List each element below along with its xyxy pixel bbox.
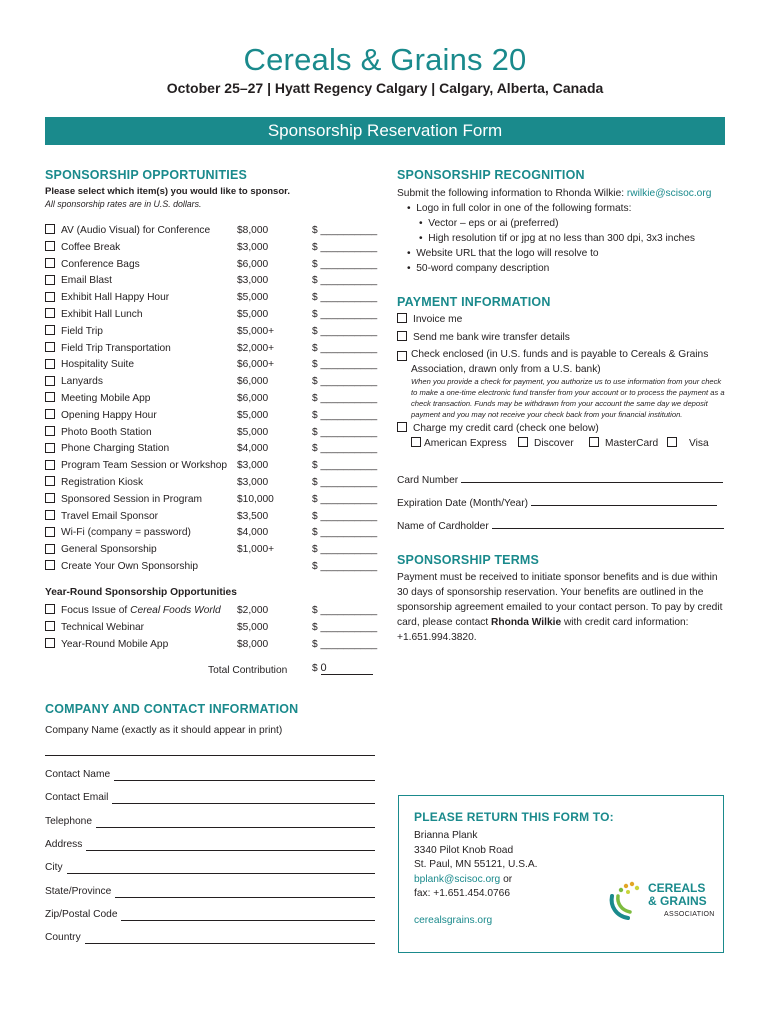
sponsorship-item-name: Field Trip: [61, 325, 103, 337]
total-contribution-value: 0: [320, 662, 327, 674]
sponsorship-item-checkbox[interactable]: [45, 392, 55, 402]
sponsorship-item-price: $3,500: [237, 510, 269, 522]
sponsorship-item-name: Exhibit Hall Lunch: [61, 309, 143, 320]
year-round-item-name: Technical Webinar: [61, 621, 145, 633]
sponsorship-item-name: Program Team Session or Workshop: [61, 460, 228, 472]
card-number-field[interactable]: Card Number: [397, 472, 723, 486]
sponsorship-item-name: Exhibit Hall Happy Hour: [61, 292, 170, 304]
sponsorship-item-price: $5,000: [237, 309, 269, 320]
sponsorship-item-checkbox[interactable]: [45, 510, 55, 520]
cardholder-field[interactable]: Name of Cardholder: [397, 518, 724, 532]
check-checkbox[interactable]: [397, 351, 407, 361]
contact-field[interactable]: [45, 909, 375, 921]
page-title: Cereals & Grains 20: [243, 42, 527, 77]
sponsorship-item: [45, 475, 378, 491]
sponsorship-item-amount[interactable]: $ __________: [312, 225, 378, 236]
sponsorship-item-amount[interactable]: $ __________: [312, 275, 378, 287]
sponsorship-item-amount[interactable]: $ __________: [312, 309, 378, 320]
sponsorship-item-checkbox[interactable]: [45, 493, 55, 503]
sponsorship-item-price: $6,000: [237, 393, 269, 404]
sponsorship-item-price: $10,000: [237, 493, 274, 505]
return-fax: fax: +1.651.454.0766: [414, 888, 511, 899]
sponsorship-item-checkbox[interactable]: [45, 258, 55, 268]
sponsorship-item-name: Hospitality Suite: [61, 359, 135, 371]
sponsorship-item-price: $3,000: [237, 460, 269, 472]
sponsorship-item-name: Create Your Own Sponsorship: [61, 561, 199, 572]
contact-field-label: Telephone: [45, 815, 93, 827]
bullet-vector: • Vector – eps or ai (preferred): [419, 218, 559, 229]
sponsorship-item: [45, 542, 378, 558]
company-heading: COMPANY AND CONTACT INFORMATION: [45, 702, 299, 716]
sponsorship-item-price: $3,000: [237, 241, 269, 253]
logo-text-association: ASSOCIATION: [664, 911, 715, 918]
sponsorship-item: [45, 374, 378, 390]
sponsorship-item-checkbox[interactable]: [45, 426, 55, 436]
sponsorship-item: [45, 391, 378, 407]
sponsorship-item-checkbox[interactable]: [45, 275, 55, 285]
sponsorship-item: [45, 458, 378, 474]
sponsorship-item: [45, 408, 378, 424]
invoice-checkbox[interactable]: [397, 313, 407, 323]
sponsorship-item-amount[interactable]: $ __________: [312, 561, 378, 572]
recognition-intro: Submit the following information to Rhonda Wilkie:: [397, 188, 627, 199]
card-amex[interactable]: American Express: [411, 436, 507, 451]
sponsorship-item: [45, 324, 378, 340]
event-details: October 25–27 | Hyatt Regency Calgary | Calgary, Alberta, Canada: [166, 80, 604, 96]
return-heading: PLEASE RETURN THIS FORM TO:: [414, 810, 614, 824]
expiration-field[interactable]: Expiration Date (Month/Year): [397, 495, 717, 509]
sponsorship-item: [45, 257, 378, 273]
contact-field-label: Country: [45, 932, 81, 944]
sponsorship-item-checkbox[interactable]: [45, 527, 55, 537]
sponsorship-item: [45, 357, 378, 373]
year-round-item-checkbox[interactable]: [45, 604, 55, 614]
sponsorship-item: [45, 559, 378, 575]
sponsorship-item-checkbox[interactable]: [45, 476, 55, 486]
sponsorship-item-price: $5,000+: [237, 325, 275, 337]
sponsorship-item-checkbox[interactable]: [45, 359, 55, 369]
sponsorship-item-checkbox[interactable]: [45, 409, 55, 419]
year-round-item: [45, 637, 378, 653]
sponsorship-item-price: $3,000: [237, 477, 269, 488]
sponsorship-item: [45, 273, 378, 289]
year-round-item-amount[interactable]: $ __________: [312, 605, 378, 616]
year-round-item-price: $2,000: [237, 605, 269, 616]
sponsorship-item-name: General Sponsorship: [61, 544, 157, 556]
sponsorship-item-amount[interactable]: $ __________: [312, 510, 378, 522]
return-name: Brianna Plank: [414, 830, 478, 841]
return-street: 3340 Pilot Knob Road: [414, 844, 514, 856]
wire-checkbox[interactable]: [397, 331, 407, 341]
form-banner: Sponsorship Reservation Form: [45, 117, 725, 145]
website-link[interactable]: cerealsgrains.org: [414, 915, 493, 926]
year-round-item-name: Focus Issue of Cereal Foods World: [61, 605, 221, 616]
cereals-grains-logo: [606, 878, 718, 926]
sponsorship-item-amount[interactable]: $ __________: [312, 258, 378, 270]
logo-text-cereals: CEREALS: [648, 881, 706, 895]
sponsorship-item-checkbox[interactable]: [45, 544, 55, 554]
contact-field-label: State/Province: [45, 885, 112, 897]
sponsorship-item: [45, 223, 378, 239]
sponsorship-item-price: $5,000: [237, 292, 269, 304]
terms-contact-name: Rhonda Wilkie: [491, 617, 562, 628]
sponsorship-item-price: $1,000+: [237, 544, 275, 556]
bullet-logo: • Logo in full color in one of the following formats:: [407, 203, 632, 214]
sponsorship-item-checkbox[interactable]: [45, 241, 55, 251]
sponsorship-item-amount[interactable]: $ __________: [312, 359, 378, 371]
sponsorship-item-amount[interactable]: $ __________: [312, 409, 378, 421]
sponsorship-item-amount[interactable]: $ __________: [312, 443, 378, 455]
sponsorship-item-amount[interactable]: $ __________: [312, 460, 378, 472]
sponsorship-item-price: $6,000+: [237, 359, 275, 371]
total-contribution-label: Total Contribution: [208, 665, 288, 676]
sponsorship-item-amount[interactable]: $ __________: [312, 544, 378, 556]
sponsorship-item-amount[interactable]: $ __________: [312, 342, 378, 354]
sponsorship-item-price: $4,000: [237, 527, 269, 539]
year-round-item-price: $5,000: [237, 621, 269, 633]
sponsorship-item-name: Field Trip Transportation: [61, 342, 171, 354]
sponsorship-item-name: Meeting Mobile App: [61, 393, 151, 404]
card-visa[interactable]: Visa: [667, 436, 709, 451]
card-discover[interactable]: Discover: [518, 436, 574, 451]
credit-card-checkbox[interactable]: [397, 422, 407, 432]
year-round-item-name: Year-Round Mobile App: [61, 638, 169, 650]
sponsorship-item-checkbox[interactable]: [45, 224, 55, 234]
sponsorship-item-price: $8,000: [237, 225, 269, 236]
sponsorship-item: [45, 307, 378, 323]
contact-field-label: Contact Email: [45, 792, 109, 804]
sponsorship-item-price: $5,000: [237, 426, 269, 438]
credit-card-option[interactable]: Charge my credit card (check one below): [397, 421, 599, 436]
sponsorship-item-checkbox[interactable]: [45, 560, 55, 570]
year-round-item-amount[interactable]: $ __________: [312, 621, 378, 633]
sponsorship-item-name: Travel Email Sponsor: [61, 510, 159, 522]
year-round-item-amount[interactable]: $ __________: [312, 638, 378, 650]
sponsorship-item-amount[interactable]: $ __________: [312, 393, 378, 404]
sponsorship-item-name: AV (Audio Visual) for Conference: [61, 225, 211, 236]
contact-field-label: City: [45, 862, 63, 874]
sponsorship-item: [45, 525, 378, 541]
total-contribution-field[interactable]: $ 0: [312, 662, 373, 675]
sponsorship-item: [45, 341, 378, 357]
contact-field[interactable]: [45, 839, 375, 851]
bullet-raster: • High resolution tif or jpg at no less than 300 dpi, 3x3 inches: [419, 233, 695, 244]
sponsorship-item: [45, 441, 378, 457]
year-round-item-price: $8,000: [237, 638, 269, 650]
year-round-item: [45, 620, 378, 636]
sponsorship-item-checkbox[interactable]: [45, 325, 55, 335]
invoice-option[interactable]: Invoice me: [397, 312, 462, 327]
sponsorship-item-name: Registration Kiosk: [61, 477, 144, 488]
sponsorship-item-amount[interactable]: $ __________: [312, 426, 378, 438]
rates-note: All sponsorship rates are in U.S. dollars.: [45, 199, 202, 209]
sponsorship-item: [45, 290, 378, 306]
company-name-field[interactable]: [45, 745, 375, 756]
sponsorship-item-amount[interactable]: $ __________: [312, 325, 378, 337]
sponsorship-item-checkbox[interactable]: [45, 376, 55, 386]
company-name-label: Company Name (exactly as it should appear in print): [45, 725, 283, 736]
recognition-block: [397, 186, 727, 276]
payment-heading: PAYMENT INFORMATION: [397, 295, 551, 309]
card-mastercard[interactable]: MasterCard: [589, 436, 658, 451]
sponsorship-item-amount[interactable]: $ __________: [312, 527, 378, 539]
sponsorship-item-price: $6,000: [237, 258, 269, 270]
sponsorship-item-name: Coffee Break: [61, 241, 121, 253]
return-city: St. Paul, MN 55121, U.S.A.: [414, 859, 538, 870]
sponsorship-item-amount[interactable]: $ __________: [312, 477, 378, 488]
sponsorship-item-name: Opening Happy Hour: [61, 409, 157, 421]
sponsorship-item-name: Photo Booth Station: [61, 426, 152, 438]
return-address: Brianna Plank 3340 Pilot Knob Road St. Paul, MN 55121, U.S.A. bplank@scisoc.org or fax: +1.651.454.0766: [414, 829, 537, 902]
contact-field-label: Contact Name: [45, 769, 111, 780]
recognition-heading: SPONSORSHIP RECOGNITION: [397, 168, 585, 182]
opportunities-instruction: Please select which item(s) you would like to sponsor.: [45, 186, 290, 197]
contact-field[interactable]: [45, 769, 375, 781]
terms-text: Payment must be received to initiate sponsor benefits and is due within 30 days of sponsorship reservation. Your benefits are outlined in the sponsorship agreement emailed to your contact person. To pay by credit card, please contact Rhonda Wilkie with credit card information: +1.651.994.3820.: [397, 572, 723, 643]
year-round-item-checkbox[interactable]: [45, 621, 55, 631]
sponsorship-item-amount[interactable]: $ __________: [312, 376, 378, 388]
contact-field[interactable]: [45, 792, 375, 804]
sponsorship-item-price: $4,000: [237, 443, 269, 455]
sponsorship-item: [45, 425, 378, 441]
return-email-link[interactable]: bplank@scisoc.org: [414, 873, 501, 885]
sponsorship-item: [45, 509, 378, 525]
sponsorship-item-name: Sponsored Session in Program: [61, 493, 203, 505]
terms-heading: SPONSORSHIP TERMS: [397, 553, 540, 567]
sponsorship-item-name: Email Blast: [61, 275, 112, 287]
sponsorship-item-amount[interactable]: $ __________: [312, 493, 378, 505]
year-round-item-checkbox[interactable]: [45, 638, 55, 648]
sponsorship-item-price: $6,000: [237, 376, 269, 388]
year-round-heading: Year-Round Sponsorship Opportunities: [45, 587, 237, 598]
sponsorship-item-checkbox[interactable]: [45, 460, 55, 470]
sponsorship-item-name: Conference Bags: [61, 258, 140, 270]
contact-field[interactable]: [45, 932, 375, 944]
opportunities-heading: SPONSORSHIP OPPORTUNITIES: [45, 168, 248, 182]
sponsorship-item-price: $3,000: [237, 275, 269, 287]
contact-field-label: Address: [45, 838, 83, 850]
sponsorship-item-checkbox[interactable]: [45, 443, 55, 453]
sponsorship-item: [45, 492, 378, 508]
wheat-swirl-icon: [606, 878, 650, 924]
sponsorship-item-amount[interactable]: $ __________: [312, 241, 378, 253]
contact-field[interactable]: [45, 862, 375, 874]
year-round-item: [45, 603, 378, 619]
sponsorship-item-checkbox[interactable]: [45, 308, 55, 318]
sponsorship-item-name: Phone Charging Station: [61, 443, 170, 455]
contact-field-label: Zip/Postal Code: [45, 908, 118, 920]
wire-option[interactable]: Send me bank wire transfer details: [397, 330, 570, 345]
contact-field[interactable]: [45, 816, 375, 828]
sponsorship-item: [45, 240, 378, 256]
contact-field[interactable]: [45, 886, 375, 898]
sponsorship-item-amount[interactable]: $ __________: [312, 292, 378, 304]
sponsorship-item-checkbox[interactable]: [45, 292, 55, 302]
check-authorization-note: When you provide a check for payment, you authorize us to use information from your check to make a one-time electronic fund transfer from your account or to process the payment as a check transaction. Funds may be withdrawn from your account the same day we deposit payment and you may not receive your check back from your financial institution.: [411, 377, 725, 419]
logo-text-grains: & GRAINS: [648, 894, 707, 908]
bullet-description: • 50-word company description: [407, 263, 550, 274]
check-option[interactable]: Check enclosed (in U.S. funds and is payable to Cereals & Grains Association, drawn only from a U.S. bank): [397, 347, 727, 377]
recognition-email-link[interactable]: rwilkie@scisoc.org: [626, 188, 712, 199]
sponsorship-item-price: $5,000: [237, 409, 269, 421]
bullet-website: • Website URL that the logo will resolve to: [407, 248, 599, 259]
sponsorship-item-price: $2,000+: [237, 342, 275, 354]
sponsorship-item-checkbox[interactable]: [45, 342, 55, 352]
sponsorship-item-name: Wi-Fi (company = password): [61, 527, 191, 539]
sponsorship-item-name: Lanyards: [61, 376, 103, 388]
